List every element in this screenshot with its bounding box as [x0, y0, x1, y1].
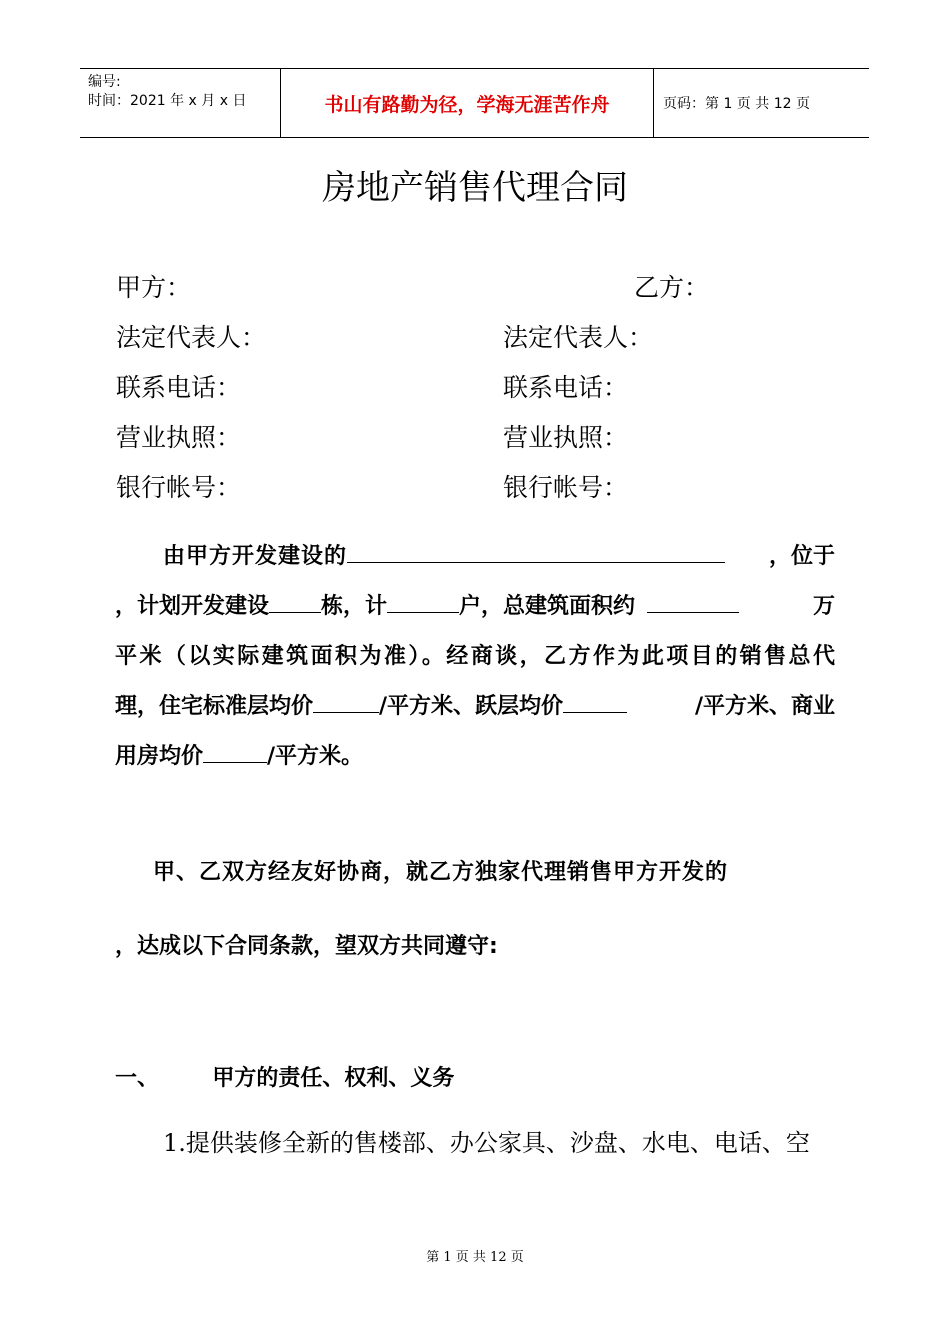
- para1-text: /平方米、商业: [694, 694, 835, 719]
- party-b-name: 乙方：: [634, 273, 710, 302]
- party-b-rep: 法定代表人：: [503, 323, 654, 352]
- para1-text: ，计划开发建设: [115, 594, 270, 619]
- para1-text: ，位于: [768, 544, 835, 569]
- agreement-paragraph: [115, 848, 835, 898]
- standard-price-blank: [313, 682, 379, 713]
- units-blank: [387, 582, 459, 613]
- document-date-label: 时间：2021 年 x 月 x 日: [88, 93, 247, 109]
- header-divider: [653, 69, 654, 137]
- area-blank: [647, 582, 739, 613]
- document-header: [80, 68, 869, 138]
- party-a-phone: 联系电话：: [116, 373, 242, 402]
- header-meta: [88, 73, 246, 111]
- para1-text: /平方米。: [267, 744, 364, 769]
- party-a-rep: 法定代表人：: [116, 323, 267, 352]
- duplex-price-blank: [563, 682, 627, 713]
- party-a-name: 甲方：: [116, 273, 192, 302]
- party-b-license: 营业执照：: [503, 423, 629, 452]
- para1-text: 万: [812, 594, 835, 619]
- party-b-phone: 联系电话：: [503, 373, 629, 402]
- commercial-price-blank: [203, 732, 267, 763]
- party-a-bank: 银行帐号：: [116, 473, 242, 502]
- para1-text: 平米（以实际建筑面积为准）。经商谈，乙方作为此项目的销售总代: [115, 644, 835, 669]
- project-name-blank: [347, 532, 725, 563]
- para1-text: 由甲方开发建设的: [163, 544, 348, 569]
- project-paragraph: [115, 532, 835, 782]
- party-a-license: 营业执照：: [116, 423, 242, 452]
- page-footer: 第 1 页 共 12 页: [426, 1250, 524, 1265]
- section-number: 一、: [115, 1066, 160, 1091]
- agreement-paragraph-cont: [115, 922, 835, 972]
- clause-item-1: 1.提供装修全新的售楼部、办公家具、沙盘、水电、电话、空: [163, 1129, 810, 1157]
- para1-text: 理，住宅标准层均价: [115, 694, 314, 719]
- document-number-label: 编号:: [88, 74, 121, 90]
- header-page-label: 页码：第 1 页 共 12 页: [663, 96, 810, 112]
- page-title: 房地产销售代理合同: [322, 168, 628, 208]
- para1-text: 用房均价: [115, 744, 204, 769]
- para1-text: 户，总建筑面积约: [459, 594, 636, 619]
- section-title: 甲方的责任、权利、义务: [212, 1066, 455, 1091]
- para2-text: ，达成以下合同条款，望双方共同遵守:: [115, 934, 498, 959]
- section-heading: [115, 1054, 835, 1104]
- para1-text: 栋，计: [321, 594, 388, 619]
- para2-text: 甲、乙双方经友好协商，就乙方独家代理销售甲方开发的: [153, 860, 729, 885]
- buildings-blank: [269, 582, 321, 613]
- header-motto: 书山有路勤为径，学海无涯苦作舟: [324, 93, 610, 116]
- party-b-bank: 银行帐号：: [503, 473, 629, 502]
- para1-text: /平方米、跃层均价: [379, 694, 564, 719]
